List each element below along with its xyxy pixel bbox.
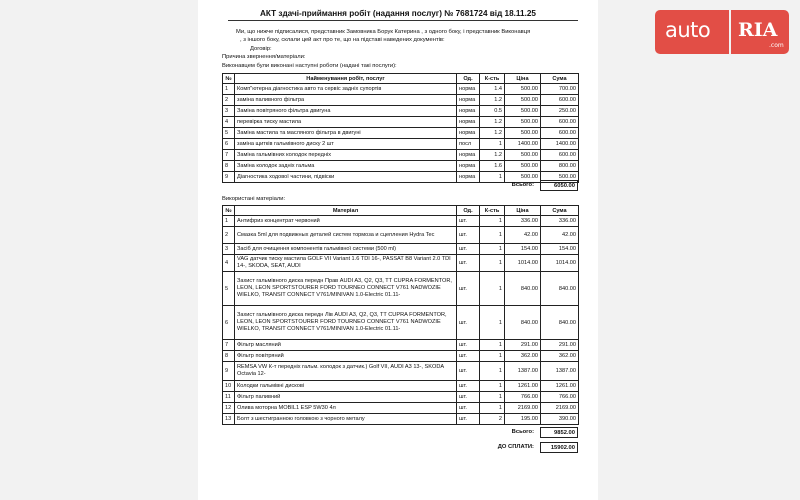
table-cell: Діагностика ходової частини, підвіски <box>235 172 457 183</box>
table-cell: Комп"ютерна діагностика авто та сервіс задніх супортів <box>235 84 457 95</box>
table-row <box>223 392 579 403</box>
table-cell: 1 <box>480 172 505 183</box>
table-cell: Заміна колодок задніх гальма <box>235 161 457 172</box>
table-cell: норма <box>457 161 480 172</box>
table-cell: 1 <box>480 255 505 272</box>
table-cell: шт. <box>457 392 480 403</box>
table-cell: заміна щитків гальмівного диску 2 шт <box>235 139 457 150</box>
table-cell: 1 <box>480 351 505 362</box>
table-cell: 6 <box>223 306 235 340</box>
table-cell: Фільтр повітряний <box>235 351 457 362</box>
table-cell: 250.00 <box>541 106 579 117</box>
table-cell: 1261.00 <box>541 381 579 392</box>
table-row <box>223 351 579 362</box>
table-cell: 7 <box>223 150 235 161</box>
table-cell: норма <box>457 172 480 183</box>
intro-line: Причина звернення/матеріали: <box>222 54 306 61</box>
table-cell: 1.2 <box>480 117 505 128</box>
table-row <box>223 150 579 161</box>
table-cell: 362.00 <box>541 351 579 362</box>
table-cell: 1 <box>480 216 505 227</box>
table-cell: 3 <box>223 244 235 255</box>
table-cell: 1 <box>480 381 505 392</box>
table-cell: 9 <box>223 172 235 183</box>
table-cell: 1.2 <box>480 95 505 106</box>
column-header: Ціна <box>505 74 541 84</box>
document-page <box>198 0 598 500</box>
table-cell: 9 <box>223 362 235 381</box>
table-cell: 2 <box>223 95 235 106</box>
table-cell: шт. <box>457 362 480 381</box>
table-cell: 1 <box>480 362 505 381</box>
table-cell: Смазка 5ml для подвижных деталей систем тормоза и сцепления Hydra Tec <box>235 227 457 244</box>
table-row <box>223 381 579 392</box>
table-cell: 1400.00 <box>505 139 541 150</box>
table-cell: норма <box>457 128 480 139</box>
grand-total-label: ДО СПЛАТИ: <box>497 444 534 450</box>
table-cell: 840.00 <box>505 306 541 340</box>
table-cell: 1 <box>480 340 505 351</box>
table-cell: 336.00 <box>541 216 579 227</box>
table-cell: 336.00 <box>505 216 541 227</box>
works-total-value: 6050.00 <box>540 180 578 191</box>
column-header: Ціна <box>505 206 541 216</box>
document-title: АКТ здачі-приймання робіт (надання послуг) № 7681724 від 18.11.25 <box>260 9 536 18</box>
table-cell: Колодки гальмівні дискові <box>235 381 457 392</box>
table-row <box>223 227 579 244</box>
column-header: Од. <box>457 206 480 216</box>
table-cell: Болт з шестигранною головкою з чорного металу <box>235 414 457 425</box>
table-cell: 8 <box>223 161 235 172</box>
table-cell: Олива моторна MOBIL1 ESP 5W30 4л <box>235 403 457 414</box>
column-header: № <box>223 74 235 84</box>
table-row <box>223 84 579 95</box>
table-row <box>223 128 579 139</box>
table-cell: 1014.00 <box>541 255 579 272</box>
table-cell: 1 <box>223 84 235 95</box>
grand-total-value: 15902.00 <box>540 442 578 453</box>
table-row <box>223 414 579 425</box>
table-cell: 840.00 <box>505 272 541 306</box>
table-cell: 500.00 <box>505 95 541 106</box>
table-cell: 1400.00 <box>541 139 579 150</box>
column-header: Матеріал <box>235 206 457 216</box>
table-cell: 1 <box>480 227 505 244</box>
table-cell: 1387.00 <box>541 362 579 381</box>
intro-line: Договір: <box>250 45 272 52</box>
table-cell: шт. <box>457 216 480 227</box>
table-cell: 500.00 <box>505 128 541 139</box>
table-cell: VAG датчик тиску мастила GOLF VII Variant 1.6 TDI 16-, PASSAT B8 Variant 2.0 TDI 14-, SKODA, SEAT, AUDI <box>235 255 457 272</box>
table-cell: Антифриз концентрат червоний <box>235 216 457 227</box>
table-cell: шт. <box>457 340 480 351</box>
table-cell: 3 <box>223 106 235 117</box>
materials-table <box>222 205 579 425</box>
table-cell: 840.00 <box>541 306 579 340</box>
table-cell: Захист гальмівного диска передн Лів AUDI A3, Q2, Q3, TT CUPRA FORMENTOR, LEON, LEON SPORTSTOURER FORD TOURNEO CONNECT V761 NADWOZIE WIELKO, TRANSIT CONNECT V761/MINIVAN 1.0-Electric 01.11- <box>235 306 457 340</box>
table-cell: шт. <box>457 381 480 392</box>
table-cell: 10 <box>223 381 235 392</box>
table-cell: 766.00 <box>505 392 541 403</box>
table-cell: Заміна мастила та масляного фільтра в двигуні <box>235 128 457 139</box>
table-cell: 42.00 <box>505 227 541 244</box>
table-cell: Захист гальмівного диска передн Прав AUDI A3, Q2, Q3, TT CUPRA FORMENTOR, LEON, LEON SPORTSTOURER FORD TOURNEO CONNECT V761 NADWOZIE WIELKO, TRANSIT CONNECT V761/MINIVAN 1.0-Electric 01.11- <box>235 272 457 306</box>
intro-line: , з іншого боку, склали цей акт про те, що на підставі наведених документів: <box>240 37 445 44</box>
table-cell: норма <box>457 106 480 117</box>
table-cell: шт. <box>457 227 480 244</box>
table-cell: 600.00 <box>541 117 579 128</box>
table-cell: шт. <box>457 306 480 340</box>
table-cell: 42.00 <box>541 227 579 244</box>
table-cell: 1.2 <box>480 128 505 139</box>
table-cell: REMSA VW К-т передніх гальм. колодок з датчик.) Golf VII, AUDI A3 13-, SKODA Octavia 12- <box>235 362 457 381</box>
table-cell: 1 <box>480 139 505 150</box>
table-cell: 500.00 <box>505 172 541 183</box>
table-cell: 8 <box>223 351 235 362</box>
table-cell: 1261.00 <box>505 381 541 392</box>
table-row <box>223 117 579 128</box>
table-cell: норма <box>457 95 480 106</box>
intro-line: Виконавцем були виконані наступні роботи (надані такі послуги): <box>222 62 397 69</box>
table-cell: заміна паливного фільтра <box>235 95 457 106</box>
table-row <box>223 362 579 381</box>
table-cell: 600.00 <box>541 150 579 161</box>
table-cell: 1 <box>480 272 505 306</box>
intro-line: Ми, що нижче підписалися, представник Замовника Борук Катерина , з одного боку, і представник Виконавця <box>236 29 531 35</box>
table-cell: 500.00 <box>505 117 541 128</box>
table-cell: Засіб для очищення компонентів гальмівної системи (500 ml) <box>235 244 457 255</box>
table-cell: 5 <box>223 272 235 306</box>
table-cell: перевірка тиску мастила <box>235 117 457 128</box>
table-cell: 1.6 <box>480 161 505 172</box>
column-header: К-сть <box>480 74 505 84</box>
table-cell: 2169.00 <box>541 403 579 414</box>
table-cell: 2 <box>480 414 505 425</box>
table-cell: Фільтр масляний <box>235 340 457 351</box>
table-cell: Заміна повітряного фільтра двигуна <box>235 106 457 117</box>
table-cell: 500.00 <box>505 106 541 117</box>
table-cell: 1014.00 <box>505 255 541 272</box>
table-cell: 1387.00 <box>505 362 541 381</box>
table-row <box>223 306 579 340</box>
logo-text-ria: RIA <box>738 19 778 41</box>
column-header: Од. <box>457 74 480 84</box>
table-row <box>223 244 579 255</box>
title-divider <box>228 20 578 21</box>
table-cell: 840.00 <box>541 272 579 306</box>
materials-total-label: Всього: <box>511 429 534 435</box>
table-row <box>223 161 579 172</box>
table-cell: 600.00 <box>541 128 579 139</box>
table-cell: 1 <box>480 403 505 414</box>
table-cell: шт. <box>457 351 480 362</box>
table-cell: 1.2 <box>480 150 505 161</box>
table-cell: 390.00 <box>541 414 579 425</box>
table-cell: 1 <box>223 216 235 227</box>
materials-label: Використані матеріали: <box>222 196 286 202</box>
table-cell: 4 <box>223 255 235 272</box>
table-cell: 291.00 <box>505 340 541 351</box>
table-cell: 500.00 <box>541 172 579 183</box>
table-row <box>223 272 579 306</box>
table-row <box>223 216 579 227</box>
table-cell: 500.00 <box>505 150 541 161</box>
column-header: Найменування робіт, послуг <box>235 74 457 84</box>
table-cell: 7 <box>223 340 235 351</box>
table-cell: 13 <box>223 414 235 425</box>
logo-text-dotcom: .com <box>769 42 784 49</box>
table-cell: 500.00 <box>505 161 541 172</box>
table-cell: 4 <box>223 117 235 128</box>
table-cell: шт. <box>457 403 480 414</box>
table-cell: 0.5 <box>480 106 505 117</box>
table-cell: 700.00 <box>541 84 579 95</box>
table-cell: посл <box>457 139 480 150</box>
table-row <box>223 255 579 272</box>
table-cell: 500.00 <box>505 84 541 95</box>
table-cell: норма <box>457 150 480 161</box>
table-cell: 2 <box>223 227 235 244</box>
table-cell: 5 <box>223 128 235 139</box>
table-cell: 1 <box>480 244 505 255</box>
table-cell: 362.00 <box>505 351 541 362</box>
table-cell: 766.00 <box>541 392 579 403</box>
column-header: К-сть <box>480 206 505 216</box>
table-cell: шт. <box>457 414 480 425</box>
table-cell: норма <box>457 117 480 128</box>
table-cell: 291.00 <box>541 340 579 351</box>
table-cell: 6 <box>223 139 235 150</box>
table-cell: 2169.00 <box>505 403 541 414</box>
table-cell: шт. <box>457 244 480 255</box>
table-row <box>223 106 579 117</box>
table-row <box>223 403 579 414</box>
table-cell: 195.00 <box>505 414 541 425</box>
materials-total-value: 9852.00 <box>540 427 578 438</box>
table-cell: 12 <box>223 403 235 414</box>
works-table <box>222 73 579 183</box>
column-header: № <box>223 206 235 216</box>
table-row <box>223 340 579 351</box>
autoria-logo[interactable] <box>655 10 789 54</box>
table-cell: норма <box>457 84 480 95</box>
table-cell: 1 <box>480 392 505 403</box>
table-cell: 1 <box>480 306 505 340</box>
table-row <box>223 172 579 183</box>
table-cell: шт. <box>457 272 480 306</box>
logo-text-auto: auto <box>665 18 711 42</box>
column-header: Сума <box>541 74 579 84</box>
column-header: Сума <box>541 206 579 216</box>
table-cell: 1.4 <box>480 84 505 95</box>
table-cell: Заміна гальмівних колодок передніх <box>235 150 457 161</box>
table-cell: 600.00 <box>541 95 579 106</box>
table-cell: шт. <box>457 255 480 272</box>
table-cell: 800.00 <box>541 161 579 172</box>
table-cell: 154.00 <box>505 244 541 255</box>
table-row <box>223 139 579 150</box>
table-cell: 154.00 <box>541 244 579 255</box>
table-row <box>223 95 579 106</box>
intro-text <box>222 28 582 70</box>
table-cell: 11 <box>223 392 235 403</box>
works-total-label: Всього: <box>511 182 534 188</box>
table-cell: Фільтр паливний <box>235 392 457 403</box>
